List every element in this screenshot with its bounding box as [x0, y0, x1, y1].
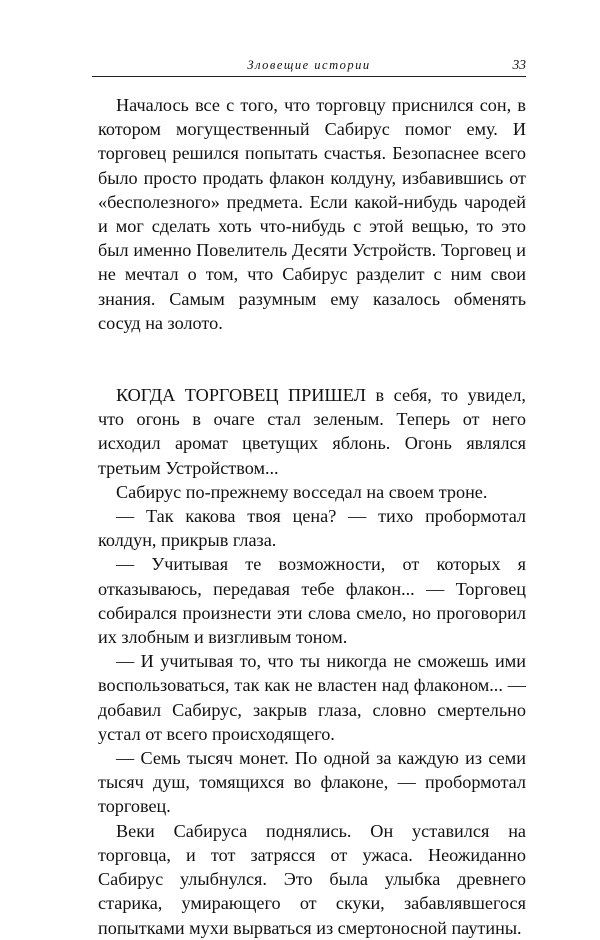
- dialogue-paragraph: — И учитывая то, что ты никогда не сможешь ими воспользоваться, так как не властен над флаконом... — добавил Сабирус, закрыв глаза, словно смертельно устал от всего происходящего.: [98, 651, 526, 744]
- section-break: [98, 335, 526, 383]
- section-opening-text: в себя, то увидел, что огонь в очаге стал зеленым. Теперь от него исходил аромат цветущих яблонь. Огонь являлся третьим Устройством...: [98, 385, 526, 478]
- section-opening-paragraph: [98, 383, 526, 480]
- paragraph: Сабирус по-прежнему восседал на своем троне.: [116, 481, 488, 502]
- body-text: [98, 93, 526, 940]
- dialogue-paragraph: — Так какова твоя цена? — тихо пробормотал колдун, прикрыв глаза.: [98, 506, 526, 551]
- section-lead-caps: КОГДА ТОРГОВЕЦ ПРИШЕЛ: [116, 385, 366, 406]
- paragraph: Началось все с того, что торговцу приснился сон, в котором могущественный Сабирус помог ему. И торговец решился попытать счастья. Безопаснее всего было просто продать флакон колдуну, избавившись от «бесполезного» предмета. Если какой-нибудь чародей и мог сделать хоть что-нибудь с этой вещью, то это был именно Повелитель Десяти Устройств. Торговец и не мечтал о том, что Сабирус разделит с ним свои знания. Самым разумным ему казалось обменять сосуд на золото.: [98, 95, 526, 333]
- dialogue-paragraph: — Семь тысяч монет. По одной за каждую из семи тысяч душ, томящихся во флаконе, — пробормотал торговец.: [98, 748, 526, 817]
- paragraph: Веки Сабируса поднялись. Он уставился на торговца, и тот затрясся от ужаса. Неожиданно Сабирус улыбнулся. Это была улыбка древнего старика, умирающего от скуки, забавлявшегося попытками мухи вырваться из смертоносной паутины.: [98, 820, 526, 938]
- running-title: Зловещие истории: [247, 58, 371, 72]
- dialogue-paragraph: — Учитывая те возможности, от которых я отказываюсь, передавая тебе флакон... — Торговец собирался произнести эти слова смело, но проговорил их злобным и визгливым тоном.: [98, 554, 526, 648]
- page-number: 33: [512, 57, 526, 72]
- running-header: [92, 56, 526, 77]
